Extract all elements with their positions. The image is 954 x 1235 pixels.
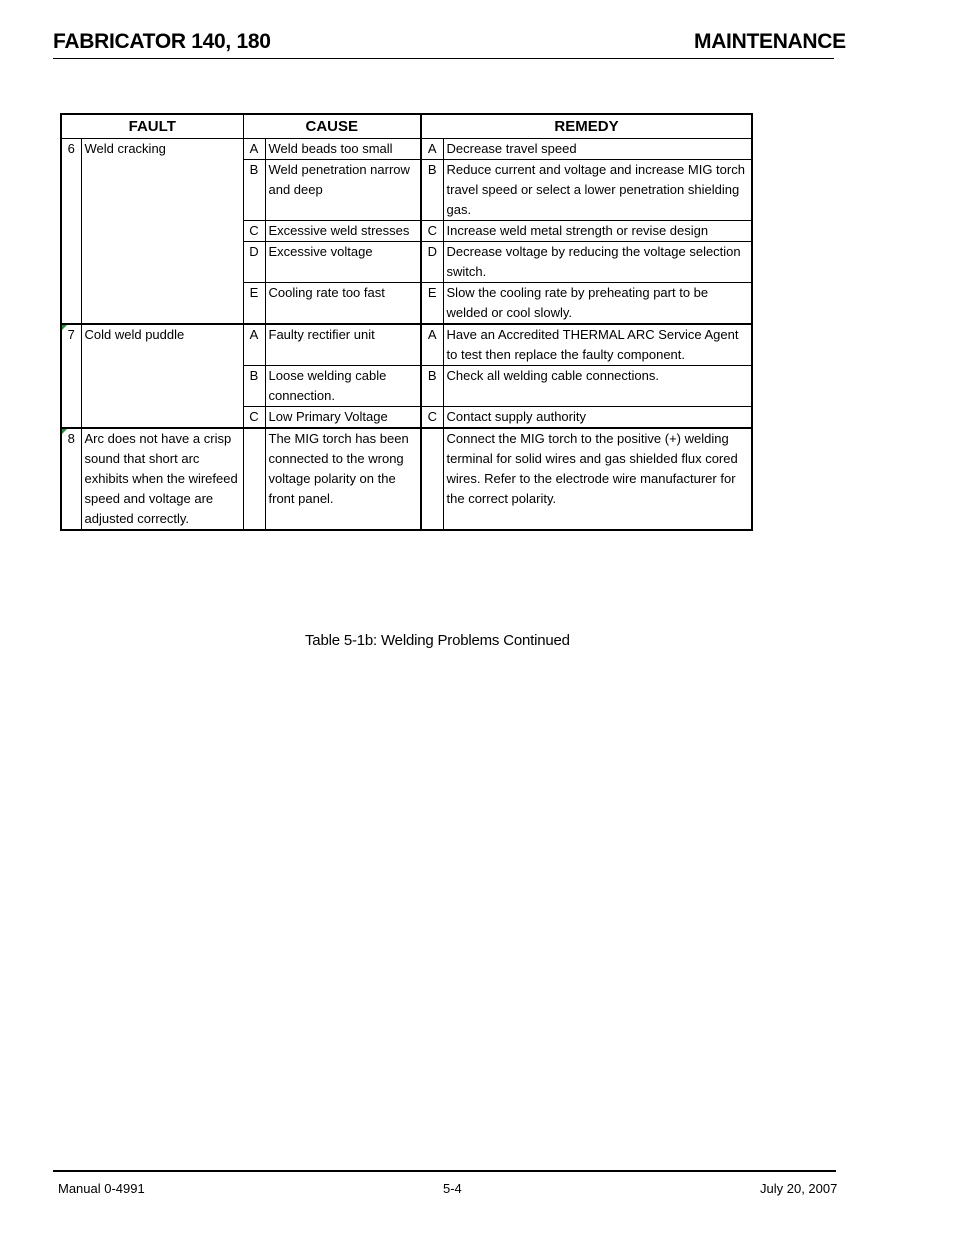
table-row — [61, 428, 752, 530]
table-header-row — [61, 114, 752, 139]
remedy-text: Slow the cooling rate by preheating part to be welded or cool slowly. — [443, 283, 752, 325]
fault-description: Weld cracking — [81, 139, 243, 325]
cause-header: CAUSE — [243, 114, 421, 139]
fault-number: 7 — [61, 324, 81, 428]
cause-letter: C — [243, 221, 265, 242]
cause-letter — [243, 428, 265, 530]
cause-letter: C — [243, 407, 265, 429]
remedy-text: Reduce current and voltage and increase MIG torch travel speed or select a lower penetration shielding gas. — [443, 160, 752, 221]
publication-date: July 20, 2007 — [760, 1181, 838, 1196]
cause-text: The MIG torch has been connected to the wrong voltage polarity on the front panel. — [265, 428, 421, 530]
fault-description: Cold weld puddle — [81, 324, 243, 428]
remedy-text: Decrease travel speed — [443, 139, 752, 160]
header-divider — [53, 58, 834, 59]
section-title: MAINTENANCE — [694, 30, 846, 53]
footer-divider — [53, 1170, 836, 1172]
manual-number: Manual 0-4991 — [58, 1181, 145, 1196]
remedy-letter: B — [421, 366, 443, 407]
remedy-text: Check all welding cable connections. — [443, 366, 752, 407]
remedy-letter: A — [421, 139, 443, 160]
remedy-letter: A — [421, 324, 443, 366]
cause-text: Weld beads too small — [265, 139, 421, 160]
cause-letter: A — [243, 139, 265, 160]
remedy-letter: E — [421, 283, 443, 325]
cause-text: Faulty rectifier unit — [265, 324, 421, 366]
cause-text: Excessive weld stresses — [265, 221, 421, 242]
document-title: FABRICATOR 140, 180 — [53, 30, 271, 53]
remedy-letter: C — [421, 221, 443, 242]
fault-number: 6 — [61, 139, 81, 325]
remedy-text: Increase weld metal strength or revise design — [443, 221, 752, 242]
table-row — [61, 324, 752, 366]
cause-letter: B — [243, 366, 265, 407]
remedy-text: Contact supply authority — [443, 407, 752, 429]
cause-text: Weld penetration narrow and deep — [265, 160, 421, 221]
remedy-text: Connect the MIG torch to the positive (+) welding terminal for solid wires and gas shielded flux cored wires. Refer to the electrode wire manufacturer for the correct polarity. — [443, 428, 752, 530]
cause-text: Excessive voltage — [265, 242, 421, 283]
cause-text: Loose welding cable connection. — [265, 366, 421, 407]
remedy-letter — [421, 428, 443, 530]
fault-description: Arc does not have a crisp sound that short arc exhibits when the wirefeed speed and voltage are adjusted correctly. — [81, 428, 243, 530]
remedy-text: Have an Accredited THERMAL ARC Service Agent to test then replace the faulty component. — [443, 324, 752, 366]
cause-text: Cooling rate too fast — [265, 283, 421, 325]
troubleshooting-table — [60, 113, 753, 531]
remedy-letter: C — [421, 407, 443, 429]
cause-text: Low Primary Voltage — [265, 407, 421, 429]
fault-number: 8 — [61, 428, 81, 530]
remedy-letter: B — [421, 160, 443, 221]
cause-letter: A — [243, 324, 265, 366]
table-caption: Table 5-1b: Welding Problems Continued — [305, 632, 570, 649]
remedy-header: REMEDY — [421, 114, 752, 139]
cause-letter: B — [243, 160, 265, 221]
cause-letter: D — [243, 242, 265, 283]
fault-header: FAULT — [61, 114, 243, 139]
remedy-letter: D — [421, 242, 443, 283]
table-row — [61, 139, 752, 160]
remedy-text: Decrease voltage by reducing the voltage selection switch. — [443, 242, 752, 283]
page-number: 5-4 — [443, 1181, 462, 1196]
cause-letter: E — [243, 283, 265, 325]
